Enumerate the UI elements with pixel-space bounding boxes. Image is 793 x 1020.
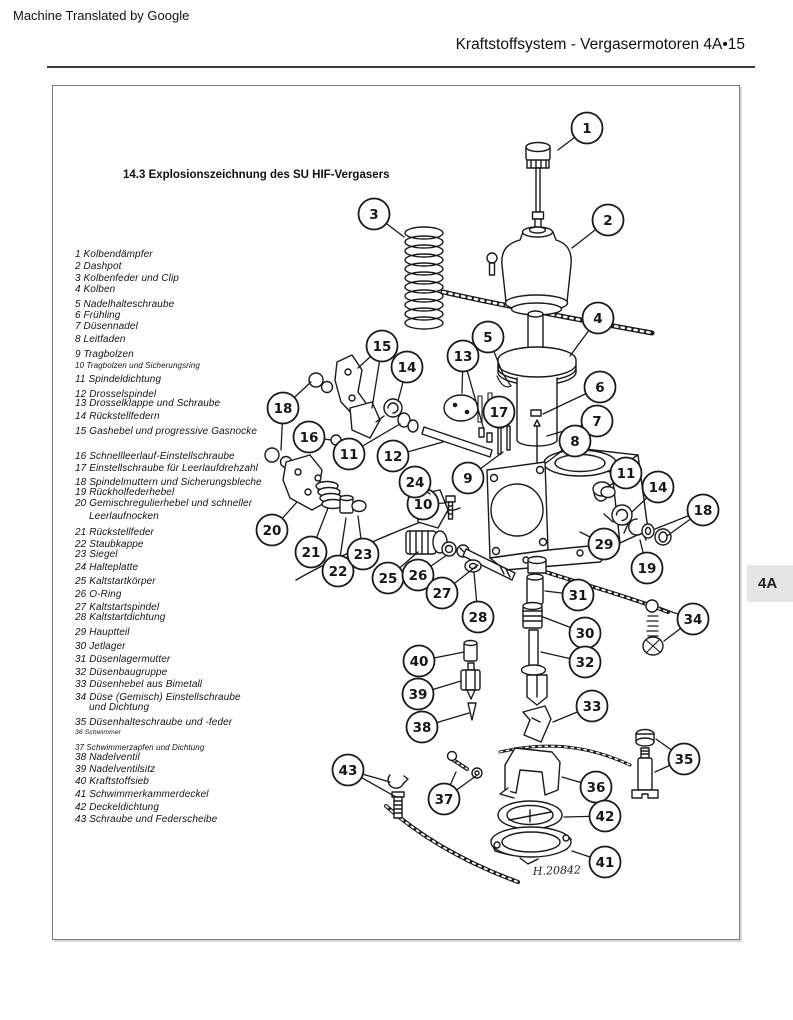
svg-text:25: 25: [378, 570, 398, 587]
svg-text:26: 26: [408, 567, 428, 584]
svg-text:17: 17: [489, 404, 509, 421]
svg-text:42: 42: [595, 808, 615, 825]
svg-text:35: 35: [674, 751, 694, 768]
svg-text:32: 32: [575, 654, 595, 671]
callout-41: [590, 847, 621, 878]
callout-9: [453, 463, 484, 494]
svg-text:10: 10: [413, 496, 433, 513]
parts-list-item-35: 35 Düsenhalteschraube und -feder: [75, 717, 233, 728]
parts-list-item-42: 42 Deckeldichtung: [75, 802, 159, 813]
svg-text:14: 14: [397, 359, 417, 376]
callout-36: [581, 772, 612, 803]
svg-text:28: 28: [468, 609, 488, 626]
parts-list-item-40: 40 Kraftstoffsieb: [75, 776, 149, 787]
parts-list-item-29: 29 Hauptteil: [75, 627, 130, 638]
svg-text:38: 38: [412, 719, 432, 736]
parts-list-item-9: 9 Tragbolzen: [75, 349, 134, 360]
svg-text:8: 8: [570, 433, 580, 450]
jet-assembly-shapes: [522, 557, 552, 743]
callout-19: [632, 553, 663, 584]
svg-text:18: 18: [693, 502, 713, 519]
figure-title: 14.3 Explosionszeichnung des SU HIF-Vergasers: [123, 169, 390, 181]
parts-list-item-43: 43 Schraube und Federscheibe: [75, 814, 218, 825]
callout-42: [590, 801, 621, 832]
svg-text:18: 18: [273, 400, 293, 417]
callout-29: [589, 529, 620, 560]
parts-list-item-8: 8 Leitfaden: [75, 334, 126, 345]
callout-18: [688, 495, 719, 526]
parts-list-item-30: 30 Jetlager: [75, 641, 126, 652]
svg-text:34: 34: [683, 611, 703, 628]
svg-text:2: 2: [603, 212, 613, 229]
svg-text:7: 7: [592, 413, 602, 430]
svg-text:15: 15: [372, 338, 392, 355]
callout-38: [407, 712, 438, 743]
svg-text:12: 12: [383, 448, 403, 465]
svg-text:19: 19: [637, 560, 657, 577]
callout-25: [373, 563, 404, 594]
svg-text:14: 14: [648, 479, 668, 496]
svg-text:30: 30: [575, 625, 595, 642]
parts-list-item-24: 24 Halteplatte: [75, 562, 139, 573]
svg-text:11: 11: [339, 446, 359, 463]
parts-list-item-cont: und Dichtung: [89, 702, 150, 713]
callout-35: [669, 744, 700, 775]
parts-list-item-cont: Leerlaufnocken: [89, 511, 159, 522]
parts-list-item-6: 6 Frühling: [75, 310, 121, 321]
callout-15: [367, 331, 398, 362]
parts-list-item-39: 39 Nadelventilsitz: [75, 764, 156, 775]
callout-16: [294, 422, 325, 453]
parts-list-item-36: 36 Schwimmer: [75, 729, 122, 736]
parts-list-item-13: 13 Drosselklappe und Schraube: [75, 398, 221, 409]
parts-list-item-1: 1 Kolbendämpfer: [75, 249, 153, 260]
callout-8: [560, 426, 591, 457]
svg-text:11: 11: [616, 465, 636, 482]
callout-13: [448, 341, 479, 372]
callout-14: [392, 352, 423, 383]
piston-damper-shape: [526, 143, 550, 230]
svg-text:39: 39: [408, 686, 428, 703]
callout-4: [583, 303, 614, 334]
svg-text:5: 5: [483, 329, 493, 346]
parts-list-item-34: 34 Düse (Gemisch) Einstellschraube: [75, 692, 241, 703]
callout-28: [463, 602, 494, 633]
callout-33: [577, 691, 608, 722]
signature-text: H.20842: [532, 863, 582, 878]
page-header: Kraftstoffsystem - Vergasermotoren 4A•15: [455, 36, 745, 53]
parts-list-item-16: 16 Schnellleerlauf-Einstellschraube: [75, 451, 235, 462]
callout-3: [359, 199, 390, 230]
callout-2: [593, 205, 624, 236]
callout-11: [611, 458, 642, 489]
parts-list-item-14: 14 Rückstellfedern: [75, 411, 160, 422]
parts-list-item-2: 2 Dashpot: [75, 261, 122, 272]
svg-text:31: 31: [568, 587, 588, 604]
parts-list-item-23: 23 Siegel: [75, 549, 118, 560]
callout-30: [570, 618, 601, 649]
parts-list-item-11: 11 Spindeldichtung: [75, 374, 162, 385]
section-tab: 4A: [747, 565, 793, 602]
callout-37: [429, 784, 460, 815]
svg-text:40: 40: [409, 653, 429, 670]
svg-text:41: 41: [595, 854, 615, 871]
svg-text:13: 13: [453, 348, 473, 365]
parts-list-item-4: 4 Kolben: [75, 284, 116, 295]
callout-21: [296, 537, 327, 568]
svg-text:37: 37: [434, 791, 454, 808]
svg-text:29: 29: [594, 536, 614, 553]
float-shape: [500, 748, 560, 798]
callout-31: [563, 580, 594, 611]
svg-text:22: 22: [328, 563, 348, 580]
parts-list-item-21: 21 Rückstellfeder: [75, 527, 154, 538]
callout-23: [348, 539, 379, 570]
svg-text:23: 23: [353, 546, 373, 563]
piston-spring-shape: [405, 227, 443, 329]
callout-6: [585, 372, 616, 403]
svg-text:36: 36: [586, 779, 606, 796]
parts-list-item-33: 33 Düsenhebel aus Bimetall: [75, 679, 203, 690]
parts-list-item-22: 22 Staubkappe: [75, 539, 144, 550]
callout-40: [404, 646, 435, 677]
svg-text:33: 33: [582, 698, 602, 715]
parts-list-item-3: 3 Kolbenfeder und Clip: [75, 273, 179, 284]
parts-list-item-15: 15 Gashebel und progressive Gasnocke: [75, 426, 258, 437]
parts-list-item-32: 32 Düsenbaugruppe: [75, 667, 168, 678]
callout-39: [403, 679, 434, 710]
callout-1: [572, 113, 603, 144]
parts-list-item-38: 38 Nadelventil: [75, 752, 140, 763]
float-cover-shapes: [491, 801, 571, 864]
callout-11: [334, 439, 365, 470]
callout-14: [643, 472, 674, 503]
callout-24: [400, 467, 431, 498]
parts-list-item-5: 5 Nadelhalteschraube: [75, 299, 175, 310]
svg-text:16: 16: [299, 429, 319, 446]
parts-list-item-10: 10 Tragbolzen und Sicherungsring: [75, 361, 200, 370]
svg-text:9: 9: [463, 470, 473, 487]
parts-list-item-7: 7 Düsennadel: [75, 321, 138, 332]
parts-list-item-12: 12 Drosselspindel: [75, 389, 157, 400]
parts-list-item-37: 37 Schwimmerzapfen und Dichtung: [75, 743, 205, 752]
parts-list-item-41: 41 Schwimmerkammerdeckel: [75, 789, 209, 800]
svg-text:20: 20: [262, 522, 282, 539]
callout-32: [570, 647, 601, 678]
callout-27: [427, 578, 458, 609]
callout-17: [484, 397, 515, 428]
parts-list-item-26: 26 O-Ring: [75, 589, 122, 600]
callout-12: [378, 441, 409, 472]
needle-valve-shapes: [632, 730, 658, 799]
parts-list-item-27: 27 Kaltstartspindel: [75, 602, 160, 613]
parts-list-item-18: 18 Spindelmuttern und Sicherungsbleche: [75, 477, 262, 488]
callout-34: [678, 604, 709, 635]
parts-list-item-25: 25 Kaltstartkörper: [75, 576, 156, 587]
parts-list-item-17: 17 Einstellschraube für Leerlaufdrehzahl: [75, 463, 258, 474]
callout-43: [333, 755, 364, 786]
svg-text:24: 24: [405, 474, 425, 491]
parts-list-item-28: 28 Kaltstartdichtung: [75, 612, 166, 623]
parts-list-item-31: 31 Düsenlagermutter: [75, 654, 171, 665]
svg-text:6: 6: [595, 379, 605, 396]
svg-text:27: 27: [432, 585, 452, 602]
svg-text:1: 1: [582, 120, 592, 137]
callout-20: [257, 515, 288, 546]
svg-text:4: 4: [593, 310, 603, 327]
svg-text:43: 43: [338, 762, 358, 779]
parts-list-item-19: 19 Rückholfederhebel: [75, 487, 175, 498]
svg-text:21: 21: [301, 544, 321, 561]
machine-translated-note: Machine Translated by Google: [13, 8, 190, 23]
callout-18: [268, 393, 299, 424]
parts-list-item-20: 20 Gemischregulierhebel und schneller: [75, 498, 253, 509]
svg-text:3: 3: [369, 206, 379, 223]
